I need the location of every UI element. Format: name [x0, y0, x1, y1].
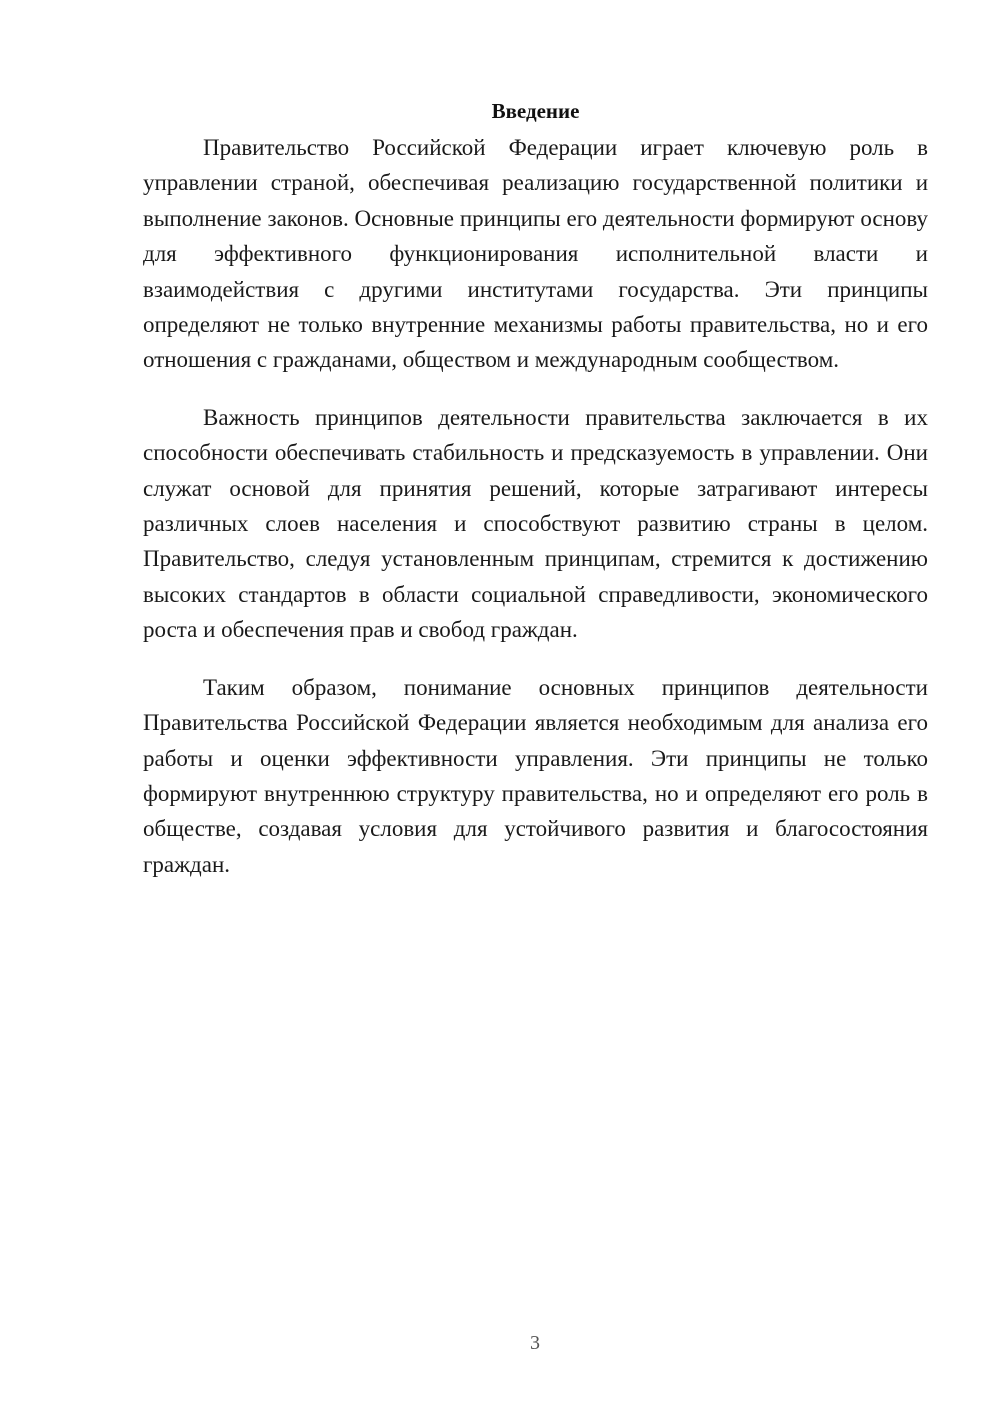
page-content [143, 94, 928, 904]
page-number: 3 [530, 1332, 540, 1354]
paragraph-3: Таким образом, понимание основных принципов деятельности Правительства Российской Федерации является необходимым для анализа его работы и оценки эффективности управления. Эти принципы не только формируют внутреннюю структуру правительства, но и определяют его роль в обществе, создавая условия для устойчивого развития и благосостояния граждан. [143, 674, 928, 877]
paragraph-1: Правительство Российской Федерации играет ключевую роль в управлении страной, обеспечивая реализацию государственной политики и выполнение законов. Основные принципы его деятельности формируют основу для эффективного функционирования исполнительной власти и взаимодействия с другими институтами государства. Эти принципы определяют не только внутренние механизмы работы правительства, но и его отношения с гражданами, обществом и международным сообществом. [143, 135, 928, 373]
paragraph-2: Важность принципов деятельности правительства заключается в их способности обеспечивать стабильность и предсказуемость в управлении. Они служат основой для принятия решений, которые затрагивают интересы различных слоев населения и способствуют развитию страны в целом. Правительство, следуя установленным принципам, стремится к достижению высоких стандартов в области социальной справедливости, экономического роста и обеспечения прав и свобод граждан. [143, 404, 928, 643]
section-title: Введение [491, 99, 580, 123]
